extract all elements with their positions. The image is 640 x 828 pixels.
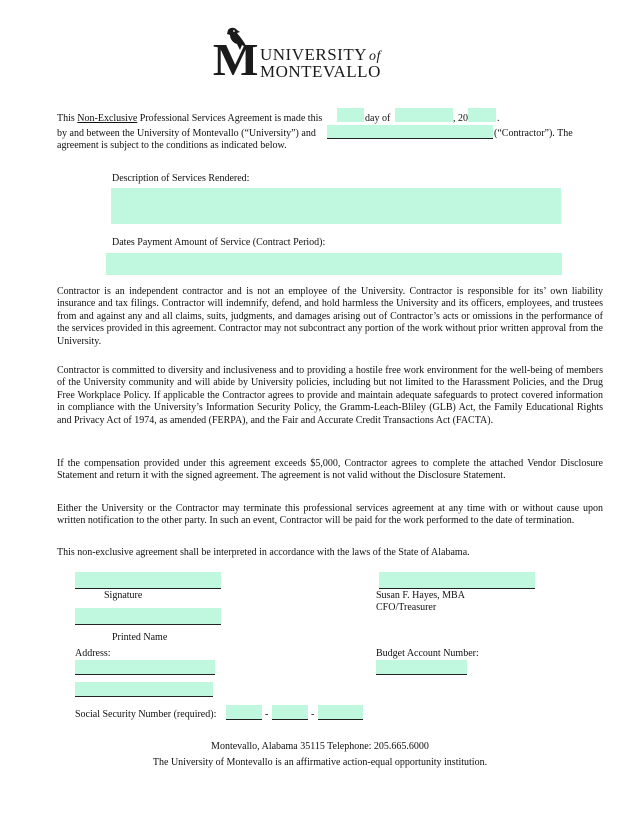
intro-period: . bbox=[497, 113, 500, 124]
address-line-2-field[interactable] bbox=[75, 682, 213, 697]
signature-label: Signature bbox=[104, 590, 143, 601]
budget-account-label: Budget Account Number: bbox=[376, 648, 479, 659]
termination-paragraph: Either the University or the Contractor may terminate this professional services agreement at any time with or without cause upon written notification to the other party. In such an event, Contractor will be paid for the work performed to the date of termination. bbox=[57, 503, 603, 527]
non-exclusive-text: Non-Exclusive bbox=[77, 113, 138, 124]
university-logo bbox=[212, 26, 424, 85]
compensation-paragraph: If the compensation provided under this agreement exceeds $5,000, Contractor agrees to complete the attached Vendor Disclosure Statement and return it with the signed agreement. The agreement is not valid without the Disclosure Statement. bbox=[57, 458, 603, 482]
ssn-dash-1: - bbox=[265, 709, 269, 720]
intro-line-2: by and between the University of Montevallo (“University”) and bbox=[57, 128, 316, 139]
logo-monogram: M bbox=[212, 34, 260, 85]
ssn-part-3-field[interactable] bbox=[318, 705, 363, 720]
address-label: Address: bbox=[75, 648, 111, 659]
contractor-label: (“Contractor”). The bbox=[494, 128, 573, 139]
description-field[interactable] bbox=[111, 188, 561, 224]
ssn-label: Social Security Number (required): bbox=[75, 709, 217, 720]
year-field[interactable] bbox=[468, 108, 496, 122]
year-prefix: , 20 bbox=[453, 113, 468, 124]
contract-period-field[interactable] bbox=[106, 253, 562, 275]
contractor-name-field[interactable] bbox=[327, 125, 493, 139]
signature-field[interactable] bbox=[75, 572, 221, 589]
logo-line-1: UNIVERSITY of bbox=[260, 45, 381, 64]
address-line-1-field[interactable] bbox=[75, 660, 215, 675]
footer-eeo: The University of Montevallo is an affirmative action-equal opportunity institution. bbox=[152, 757, 488, 768]
dates-label: Dates Payment Amount of Service (Contract Period): bbox=[112, 237, 326, 248]
day-of-label: day of bbox=[365, 113, 391, 124]
ssn-dash-2: - bbox=[311, 709, 315, 720]
independent-contractor-paragraph: Contractor is an independent contractor and is not an employee of the University. Contractor is responsible for its’ own liability insurance and tax filings. Contractor will indemnify, defend, and hold harmless the University and its officers, employees, and trustees from and against any and all claims, suits, judgments, and damages arising out of Contractor’s acts or omissions in the performance of the services provided in this agreement. Contractor may not subcontract any portion of the work without prior written approval from the University. bbox=[57, 286, 603, 347]
printed-name-label: Printed Name bbox=[112, 632, 168, 643]
governing-law-paragraph: This non-exclusive agreement shall be interpreted in accordance with the laws of the State of Alabama. bbox=[57, 547, 470, 558]
ssn-part-2-field[interactable] bbox=[272, 705, 308, 720]
cfo-signature-field[interactable] bbox=[379, 572, 535, 589]
diversity-paragraph: Contractor is committed to diversity and inclusiveness and to providing a hostile free work environment for the well-being of members of the University community and will abide by University policies, including but not limited to the Harassment Policies, and the Drug Free Workplace Policy. If applicable the Contractor agrees to provide and maintain adequate safeguards to protect covered information in compliance with the University’s Information Security Policy, the Gramm-Leach-Bliley (GLB) Act, the Family Educational Rights and Privacy Act of 1974, as amended (FERPA), and the Fair and Accurate Credit Transactions Act (FACTA). bbox=[57, 365, 603, 426]
ssn-part-1-field[interactable] bbox=[226, 705, 262, 720]
logo-line-2: MONTEVALLO bbox=[260, 62, 381, 81]
printed-name-field[interactable] bbox=[75, 608, 221, 625]
signer-name: Susan F. Hayes, MBA bbox=[376, 590, 465, 601]
intro-line-3: agreement is subject to the conditions as indicated below. bbox=[57, 140, 287, 151]
day-field[interactable] bbox=[337, 108, 364, 122]
intro-line-1: This Non-Exclusive Professional Services Agreement is made this bbox=[57, 113, 323, 124]
description-label: Description of Services Rendered: bbox=[112, 173, 250, 184]
budget-account-field[interactable] bbox=[376, 660, 467, 675]
signer-title: CFO/Treasurer bbox=[376, 602, 437, 613]
footer-address: Montevallo, Alabama 35115 Telephone: 205.665.6000 bbox=[211, 741, 429, 752]
month-field[interactable] bbox=[395, 108, 453, 122]
